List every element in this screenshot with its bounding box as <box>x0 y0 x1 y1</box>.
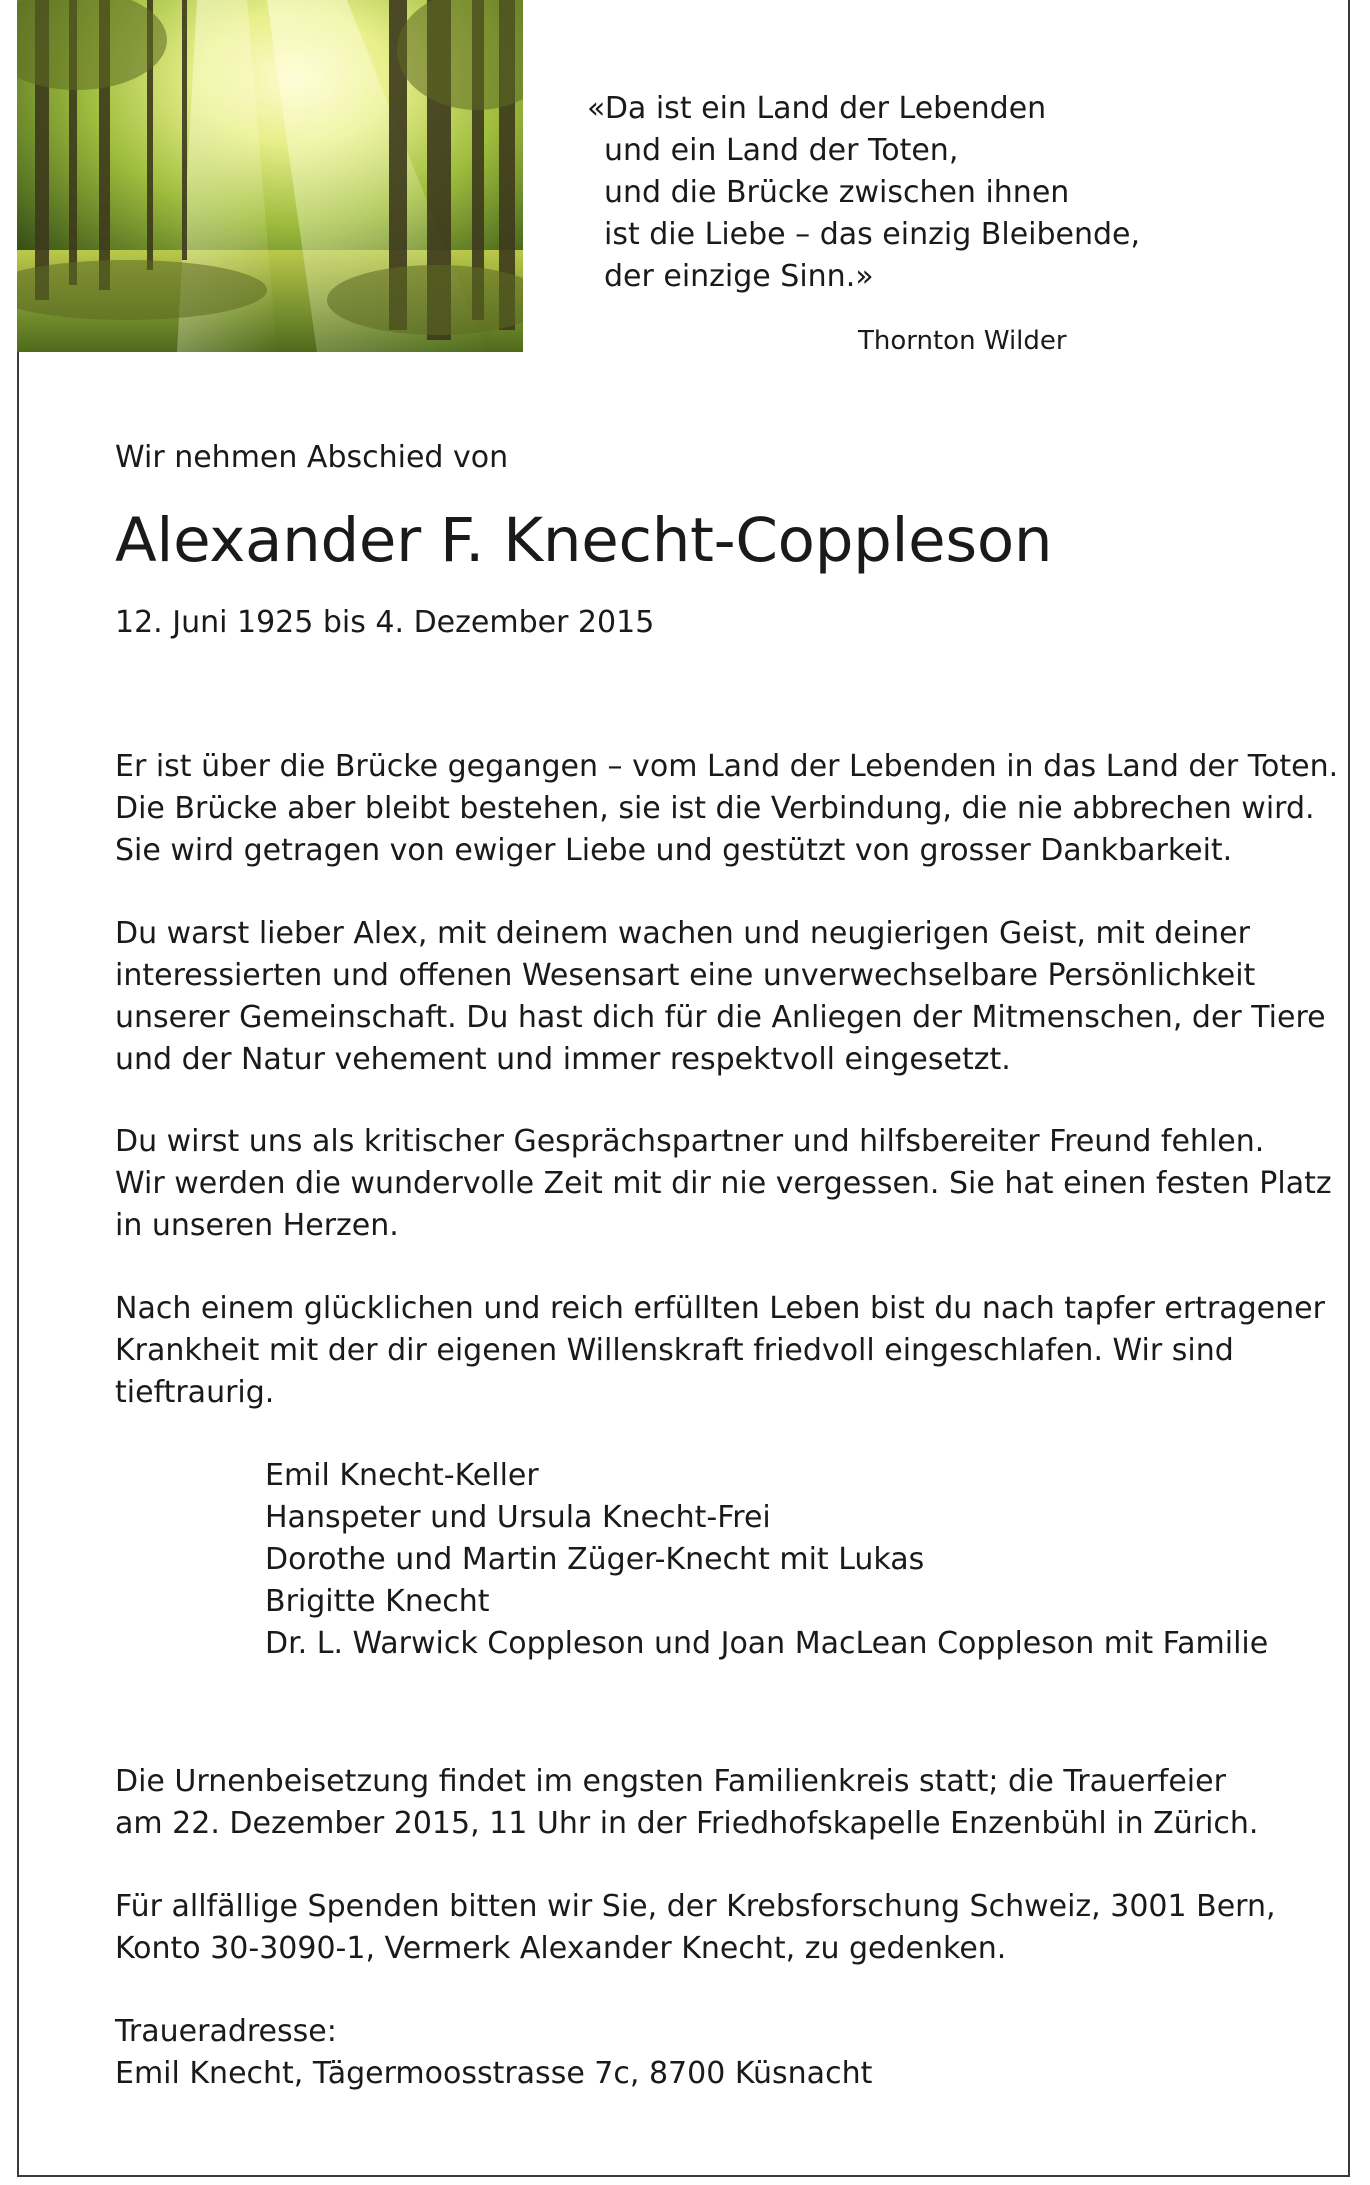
body-paragraph <box>115 746 1338 872</box>
signature-line: Brigitte Knecht <box>265 1584 490 1619</box>
quote-line: «Da ist ein Land der Lebenden <box>587 91 1047 126</box>
paragraph-line: Du wirst uns als kritischer Gesprächspartner und hilfsbereiter Freund fehlen. <box>115 1124 1265 1159</box>
paragraph-line: Du warst lieber Alex, mit deinem wachen und neugierigen Geist, mit deiner <box>115 916 1250 951</box>
paragraph-line: am 22. Dezember 2015, 11 Uhr in der Friedhofskapelle Enzenbühl in Zürich. <box>115 1806 1259 1841</box>
life-dates: 12. Juni 1925 bis 4. Dezember 2015 <box>115 605 655 640</box>
body-paragraph <box>115 1121 1332 1247</box>
deceased-name: Alexander F. Knecht-Coppleson <box>115 505 1053 576</box>
paragraph-line: Wir werden die wundervolle Zeit mit dir nie vergessen. Sie hat einen festen Platz <box>115 1166 1332 1201</box>
address-label: Traueradresse: <box>115 2014 337 2049</box>
signature-line: Dorothe und Martin Züger-Knecht mit Lukas <box>265 1542 925 1577</box>
signatures-list <box>265 1455 1268 1665</box>
paragraph-line: Nach einem glücklichen und reich erfüllten Leben bist du nach tapfer ertragener <box>115 1291 1325 1326</box>
body-paragraph <box>115 913 1326 1081</box>
paragraph-line: Für allfällige Spenden bitten wir Sie, der Krebsforschung Schweiz, 3001 Bern, <box>115 1889 1276 1924</box>
ceremony-paragraph <box>115 1761 1258 1845</box>
quote-line: und die Brücke zwischen ihnen <box>604 175 1070 210</box>
quote-line: der einzige Sinn.» <box>604 259 874 294</box>
quote-author: Thornton Wilder <box>858 326 1067 356</box>
signature-line: Dr. L. Warwick Coppleson und Joan MacLean Coppleson mit Familie <box>265 1626 1269 1661</box>
paragraph-line: Die Brücke aber bleibt bestehen, sie ist die Verbindung, die nie abbrechen wird. <box>115 791 1315 826</box>
quote-line: ist die Liebe – das einzig Bleibende, <box>604 217 1141 252</box>
address-line: Emil Knecht, Tägermoosstrasse 7c, 8700 Küsnacht <box>115 2056 873 2091</box>
body-paragraph <box>115 1288 1325 1414</box>
paragraph-line: in unseren Herzen. <box>115 1208 399 1243</box>
signature-line: Emil Knecht-Keller <box>265 1458 539 1493</box>
paragraph-line: unserer Gemeinschaft. Du hast dich für die Anliegen der Mitmenschen, der Tiere <box>115 1000 1326 1035</box>
paragraph-line: tieftraurig. <box>115 1375 275 1410</box>
paragraph-line: und der Natur vehement und immer respektvoll eingesetzt. <box>115 1042 1011 1077</box>
donation-paragraph <box>115 1886 1276 1970</box>
quote-line: und ein Land der Toten, <box>604 133 959 168</box>
paragraph-line: Krankheit mit der dir eigenen Willenskraft friedvoll eingeschlafen. Wir sind <box>115 1333 1234 1368</box>
address-paragraph <box>115 2011 872 2095</box>
paragraph-line: Konto 30-3090-1, Vermerk Alexander Knecht, zu gedenken. <box>115 1931 1007 1966</box>
paragraph-line: interessierten und offenen Wesensart eine unverwechselbare Persönlichkeit <box>115 958 1256 993</box>
paragraph-line: Sie wird getragen von ewiger Liebe und gestützt von grosser Dankbarkeit. <box>115 833 1233 868</box>
paragraph-line: Die Urnenbeisetzung findet im engsten Familienkreis statt; die Trauerfeier <box>115 1764 1226 1799</box>
quote-block <box>587 88 1140 298</box>
intro-line: Wir nehmen Abschied von <box>115 440 509 475</box>
paragraph-line: Er ist über die Brücke gegangen – vom Land der Lebenden in das Land der Toten. <box>115 749 1339 784</box>
signature-line: Hanspeter und Ursula Knecht-Frei <box>265 1500 771 1535</box>
forest-photo <box>17 0 523 352</box>
